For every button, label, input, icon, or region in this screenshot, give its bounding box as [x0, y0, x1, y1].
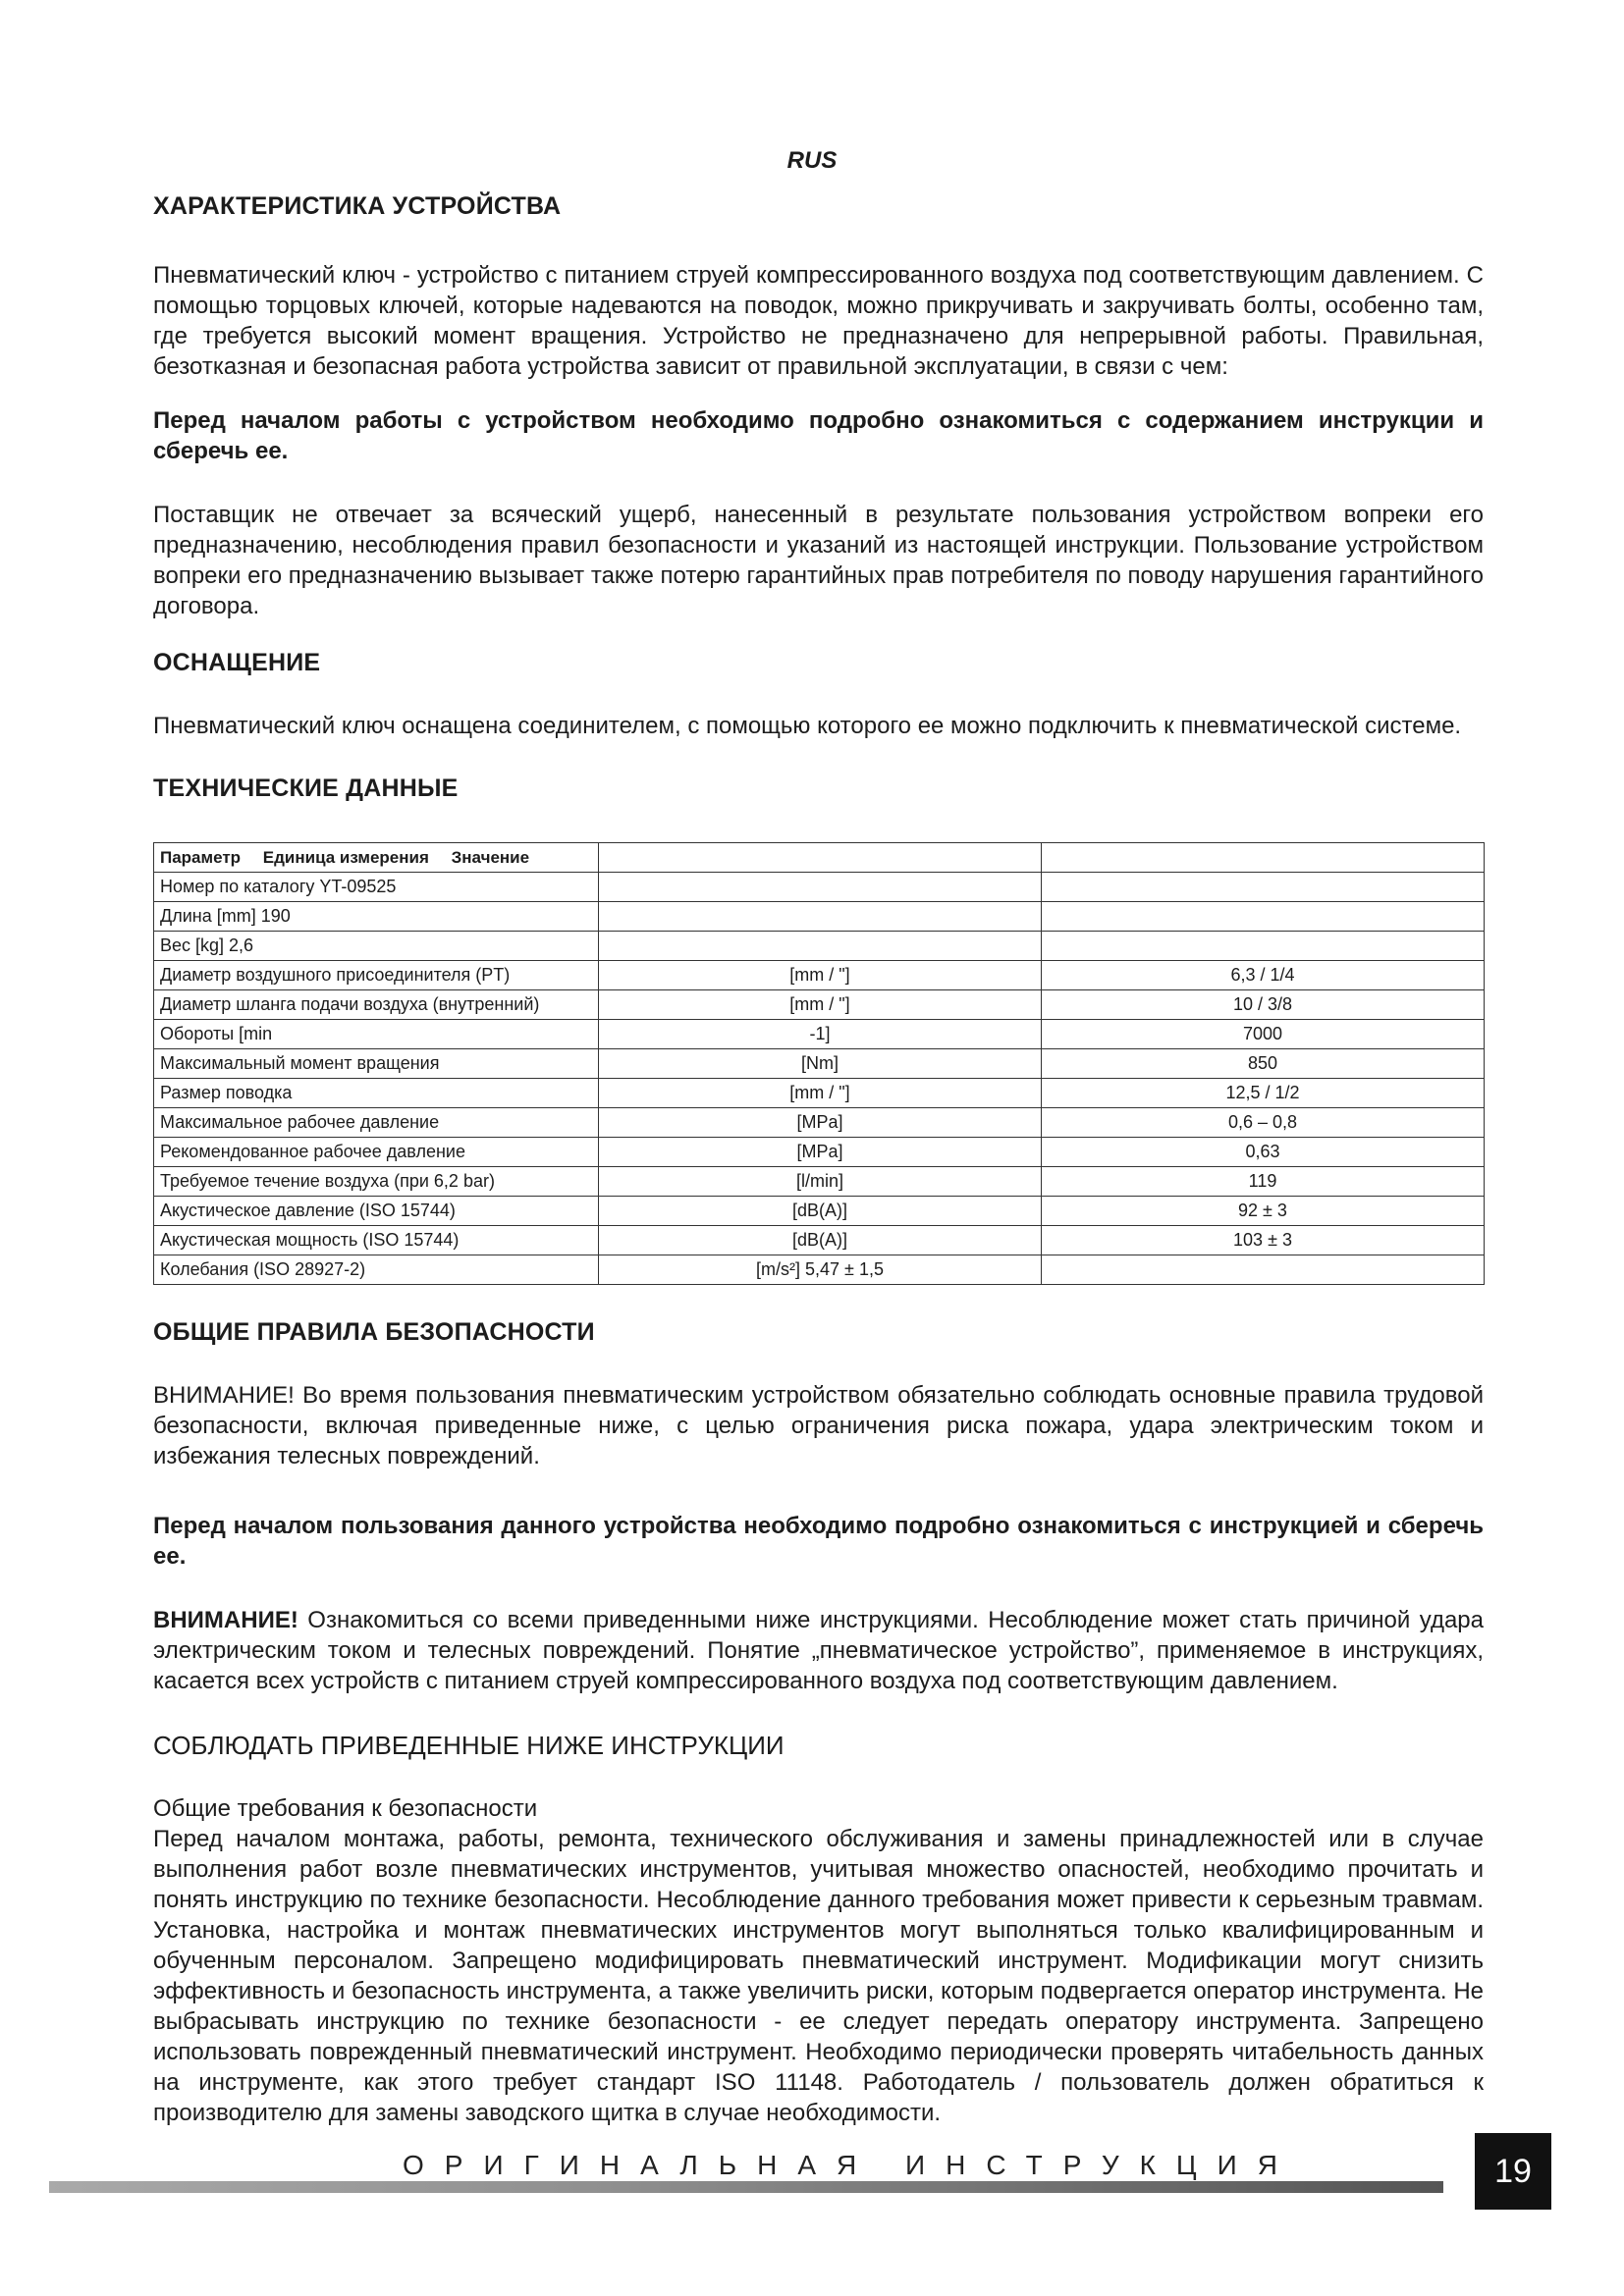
- table-row: [154, 961, 1485, 990]
- table-cell: [MPa]: [599, 1108, 1042, 1138]
- table-cell: [mm / "]: [599, 1079, 1042, 1108]
- attention-text: Ознакомиться со всеми приведенными ниже инструкциями. Несоблюдение может стать причиной удара электрическим током и телесных повреждений. Понятие „пневматическое устройство”, применяемое в инструкциях, касается всех устройств с питанием струей компрессированного воздуха под соответствующим давлением.: [153, 1607, 1484, 1694]
- table-cell: [dB(A)]: [599, 1226, 1042, 1255]
- equipment-paragraph: Пневматический ключ оснащена соединителем, с помощью которого ее можно подключить к пневматической системе.: [153, 713, 1462, 739]
- table-cell: Акустическая мощность (ISO 15744): [154, 1226, 599, 1255]
- safety-attention-2: [153, 1605, 1484, 1696]
- follow-instructions-heading: СОБЛЮДАТЬ ПРИВЕДЕННЫЕ НИЖЕ ИНСТРУКЦИИ: [153, 1731, 785, 1760]
- section-title-characteristic: ХАРАКТЕРИСТИКА УСТРОЙСТВА: [153, 192, 562, 220]
- table-cell: 0,63: [1042, 1138, 1485, 1167]
- header-unit: Единица измерения: [262, 847, 429, 867]
- table-cell: [599, 873, 1042, 902]
- page-number: 19: [1475, 2133, 1551, 2210]
- table-cell: Акустическое давление (ISO 15744): [154, 1197, 599, 1226]
- table-cell: Длина [mm] 190: [154, 902, 599, 932]
- table-header-cell: [154, 843, 599, 873]
- table-cell: 7000: [1042, 1020, 1485, 1049]
- table-row: [154, 990, 1485, 1020]
- table-cell: Обороты [min: [154, 1020, 599, 1049]
- table-cell: [599, 843, 1042, 873]
- general-safety-text: Перед началом монтажа, работы, ремонта, технического обслуживания и замены принадлежностей или в случае выполнения работ возле пневматических инструментов, учитывая множество опасностей, необходимо прочитать и понять инструкцию по технике безопасности. Несоблюдение данного требования может привести к серьезным травмам. Установка, настройка и монтаж пневматических инструментов могут выполняться только квалифицированным и обученным персоналом. Запрещено модифицировать пневматический инструмент. Модификации могут снизить эффективность и безопасность инструмента, а также увеличить риски, которым подвергается оператор инструмента. Не выбрасывать инструкцию по технике безопасности - ее следует передать оператору инструмента. Запрещено использовать поврежденный пневматический инструмент. Необходимо периодически проверять читабельность данных на инструменте, как этого требует стандарт ISO 11148. Работодатель / пользователь должен обратиться к производителю для замены заводского щитка в случае необходимости.: [153, 1826, 1484, 2126]
- table-cell: [599, 902, 1042, 932]
- table-row: [154, 873, 1485, 902]
- table-cell: 850: [1042, 1049, 1485, 1079]
- table-cell: Максимальное рабочее давление: [154, 1108, 599, 1138]
- table-row: [154, 902, 1485, 932]
- section-title-equipment: ОСНАЩЕНИЕ: [153, 649, 321, 676]
- table-cell: [1042, 873, 1485, 902]
- table-cell: [MPa]: [599, 1138, 1042, 1167]
- table-cell: Рекомендованное рабочее давление: [154, 1138, 599, 1167]
- table-cell: [l/min]: [599, 1167, 1042, 1197]
- table-cell: 103 ± 3: [1042, 1226, 1485, 1255]
- footer-bar: [49, 2181, 1443, 2193]
- table-cell: 119: [1042, 1167, 1485, 1197]
- footer-title: ОРИГИНАЛЬНАЯ ИНСТРУКЦИЯ: [403, 2150, 1298, 2180]
- table-cell: 0,6 – 0,8: [1042, 1108, 1485, 1138]
- table-cell: Колебания (ISO 28927-2): [154, 1255, 599, 1285]
- table-row: [154, 1049, 1485, 1079]
- language-label: RUS: [786, 147, 838, 174]
- table-row: [154, 1108, 1485, 1138]
- table-cell: [dB(A)]: [599, 1197, 1042, 1226]
- table-row: [154, 1138, 1485, 1167]
- safety-attention-paragraph: ВНИМАНИЕ! Во время пользования пневматическим устройством обязательно соблюдать основные правила трудовой безопасности, включая приведенные ниже, с целью ограничения риска пожара, удара электрическим током и избежания телесных повреждений.: [153, 1382, 1484, 1469]
- table-row: [154, 1167, 1485, 1197]
- table-row: [154, 932, 1485, 961]
- attention-label: ВНИМАНИЕ!: [153, 1607, 298, 1633]
- section-title-safety: ОБЩИЕ ПРАВИЛА БЕЗОПАСНОСТИ: [153, 1318, 595, 1346]
- table-cell: [1042, 843, 1485, 873]
- table-cell: [1042, 902, 1485, 932]
- table-cell: [1042, 932, 1485, 961]
- table-cell: -1]: [599, 1020, 1042, 1049]
- section-title-tech: ТЕХНИЧЕСКИЕ ДАННЫЕ: [153, 774, 459, 802]
- header-value: Значение: [451, 847, 530, 867]
- characteristic-paragraph: Пневматический ключ - устройство с питанием струей компрессированного воздуха под соответствующим давлением. С помощью торцовых ключей, которые надеваются на поводок, можно прикручивать и закручивать болты, особенно там, где требуется высокий момент вращения. Устройство не предназначено для непрерывной работы. Правильная, безотказная и безопасная работа устройства зависит от правильной эксплуатации, в связи с чем:: [153, 262, 1484, 380]
- header-param: Параметр: [160, 847, 242, 867]
- table-header-row: [154, 843, 1485, 873]
- table-cell: 12,5 / 1/2: [1042, 1079, 1485, 1108]
- table-cell: Максимальный момент вращения: [154, 1049, 599, 1079]
- table-row: [154, 1079, 1485, 1108]
- table-cell: Вес [kg] 2,6: [154, 932, 599, 961]
- table-cell: Требуемое течение воздуха (при 6,2 bar): [154, 1167, 599, 1197]
- table-cell: 6,3 / 1/4: [1042, 961, 1485, 990]
- table-cell: 92 ± 3: [1042, 1197, 1485, 1226]
- general-safety-title: Общие требования к безопасности: [153, 1795, 538, 1822]
- table-cell: [Nm]: [599, 1049, 1042, 1079]
- table-cell: Диаметр воздушного присоединителя (PT): [154, 961, 599, 990]
- tech-data-table: [153, 842, 1485, 1285]
- table-cell: [mm / "]: [599, 961, 1042, 990]
- supplier-liability-paragraph: Поставщик не отвечает за всяческий ущерб, нанесенный в результате пользования устройством вопреки его предназначению, несоблюдения правил безопасности и указаний из настоящей инструкции. Пользование устройством вопреки его предназначению вызывает также потерю гарантийных прав потребителя по поводу нарушения гарантийного договора.: [153, 502, 1484, 619]
- table-cell: [599, 932, 1042, 961]
- content: [153, 192, 1484, 2128]
- table-row: [154, 1020, 1485, 1049]
- table-cell: 10 / 3/8: [1042, 990, 1485, 1020]
- characteristic-warning: Перед началом работы с устройством необходимо подробно ознакомиться с содержанием инструкции и сберечь ее.: [153, 407, 1484, 464]
- table-row: [154, 1226, 1485, 1255]
- table-cell: [1042, 1255, 1485, 1285]
- table-row: [154, 1197, 1485, 1226]
- table-row: [154, 1255, 1485, 1285]
- safety-warning: Перед началом пользования данного устройства необходимо подробно ознакомиться с инструкцией и сберечь ее.: [153, 1513, 1484, 1570]
- table-cell: [mm / "]: [599, 990, 1042, 1020]
- table-cell: Диаметр шланга подачи воздуха (внутренний): [154, 990, 599, 1020]
- table-cell: [m/s²] 5,47 ± 1,5: [599, 1255, 1042, 1285]
- table-cell: Номер по каталогу YT-09525: [154, 873, 599, 902]
- table-cell: Размер поводка: [154, 1079, 599, 1108]
